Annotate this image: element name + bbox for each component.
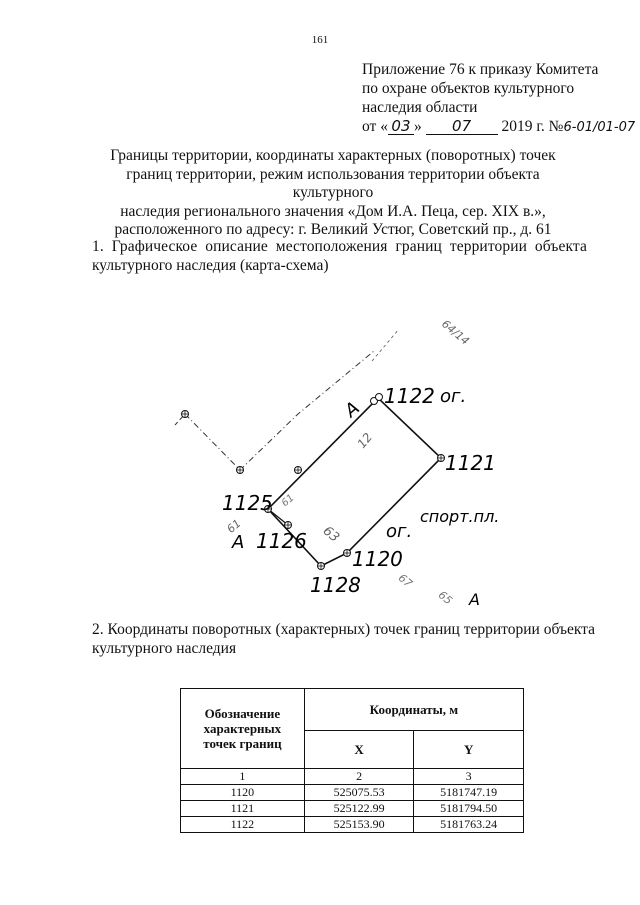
label-61-a: 61	[224, 516, 244, 536]
point-label-1120: 1120	[352, 547, 403, 571]
boundary-point-marker	[376, 394, 383, 401]
cell-point: 1122	[181, 817, 305, 833]
header-y: Y	[414, 731, 524, 769]
colnum-3: 3	[414, 769, 524, 785]
title-line-4: расположенного по адресу: г. Великий Устюг, Советский пр., д. 61	[114, 221, 552, 238]
page-number: 161	[311, 34, 329, 46]
label-64-14: 64/14	[439, 317, 472, 348]
table-row	[181, 801, 524, 817]
date-prefix: от «	[362, 118, 388, 135]
appendix-line-2: по охране объектов культурного	[362, 80, 575, 97]
cell-y: 5181763.24	[414, 817, 524, 833]
cell-y: 5181794.50	[414, 801, 524, 817]
coordinates-table	[180, 688, 524, 833]
table-colnum-row	[181, 769, 524, 785]
header-col1-line3: точек границ	[203, 736, 282, 751]
diagonal-dashed-line	[372, 329, 399, 361]
label-og-2: ог.	[386, 521, 413, 542]
cell-point: 1121	[181, 801, 305, 817]
date-day: 03	[388, 119, 414, 135]
table-row	[181, 817, 524, 833]
doc-number: 6-01/01-07	[563, 120, 636, 135]
point-label-1128: 1128	[310, 573, 361, 597]
date-month: 07	[426, 119, 498, 135]
label-67: 67	[395, 571, 415, 591]
cell-x: 525122.99	[304, 801, 414, 817]
colnum-1: 1	[181, 769, 305, 785]
label-sport-ground: спорт.пл.	[420, 507, 500, 526]
point-label-1125: 1125	[222, 491, 273, 515]
letter-a-2: А	[232, 532, 245, 553]
appendix-line-3: наследия области	[362, 99, 478, 116]
date-year: 2019 г. №	[501, 118, 564, 135]
point-label-1126: 1126	[256, 529, 307, 553]
header-coordinates: Координаты, м	[304, 689, 523, 731]
header-point-designation	[181, 689, 305, 769]
title-line-3: наследия регионального значения «Дом И.А. Пеца, сер. XIX в.»,	[120, 202, 546, 220]
label-65: 65	[435, 588, 455, 608]
section-2-line-2: культурного наследия	[92, 640, 237, 657]
cell-x: 525075.53	[304, 785, 414, 801]
label-12: 12	[354, 430, 376, 451]
label-og-1: ог.	[440, 386, 467, 407]
title-line-2: границ территории, режим использования территории объекта культурного	[126, 165, 540, 201]
label-61-b: 61	[279, 492, 297, 510]
point-label-1121: 1121	[445, 451, 496, 475]
cell-x: 525153.90	[304, 817, 414, 833]
letter-a-1: А	[340, 397, 364, 422]
cell-point: 1120	[181, 785, 305, 801]
header-col1-line1: Обозначение	[204, 706, 281, 721]
header-col1-line2: характерных	[203, 721, 282, 736]
section-1-line-2: культурного наследия (карта-схема)	[92, 257, 329, 274]
date-quote-close: »	[413, 118, 422, 135]
colnum-2: 2	[304, 769, 414, 785]
header-x: X	[304, 731, 414, 769]
label-63: 63	[319, 523, 342, 546]
appendix-line-1: Приложение 76 к приказу Комитета	[362, 61, 599, 78]
section-1-line-1: 1. Графическое описание местоположения границ территории объекта	[92, 238, 587, 255]
section-2-heading	[92, 620, 600, 658]
cell-y: 5181747.19	[414, 785, 524, 801]
table-row	[181, 785, 524, 801]
section-2-line-1: 2. Координаты поворотных (характерных) точек границ территории объекта	[92, 621, 596, 638]
point-label-1122: 1122	[384, 384, 435, 408]
title-line-1: Границы территории, координаты характерных (поворотных) точек	[110, 147, 556, 164]
table-header-row	[181, 689, 524, 731]
letter-a-3: А	[469, 590, 480, 609]
